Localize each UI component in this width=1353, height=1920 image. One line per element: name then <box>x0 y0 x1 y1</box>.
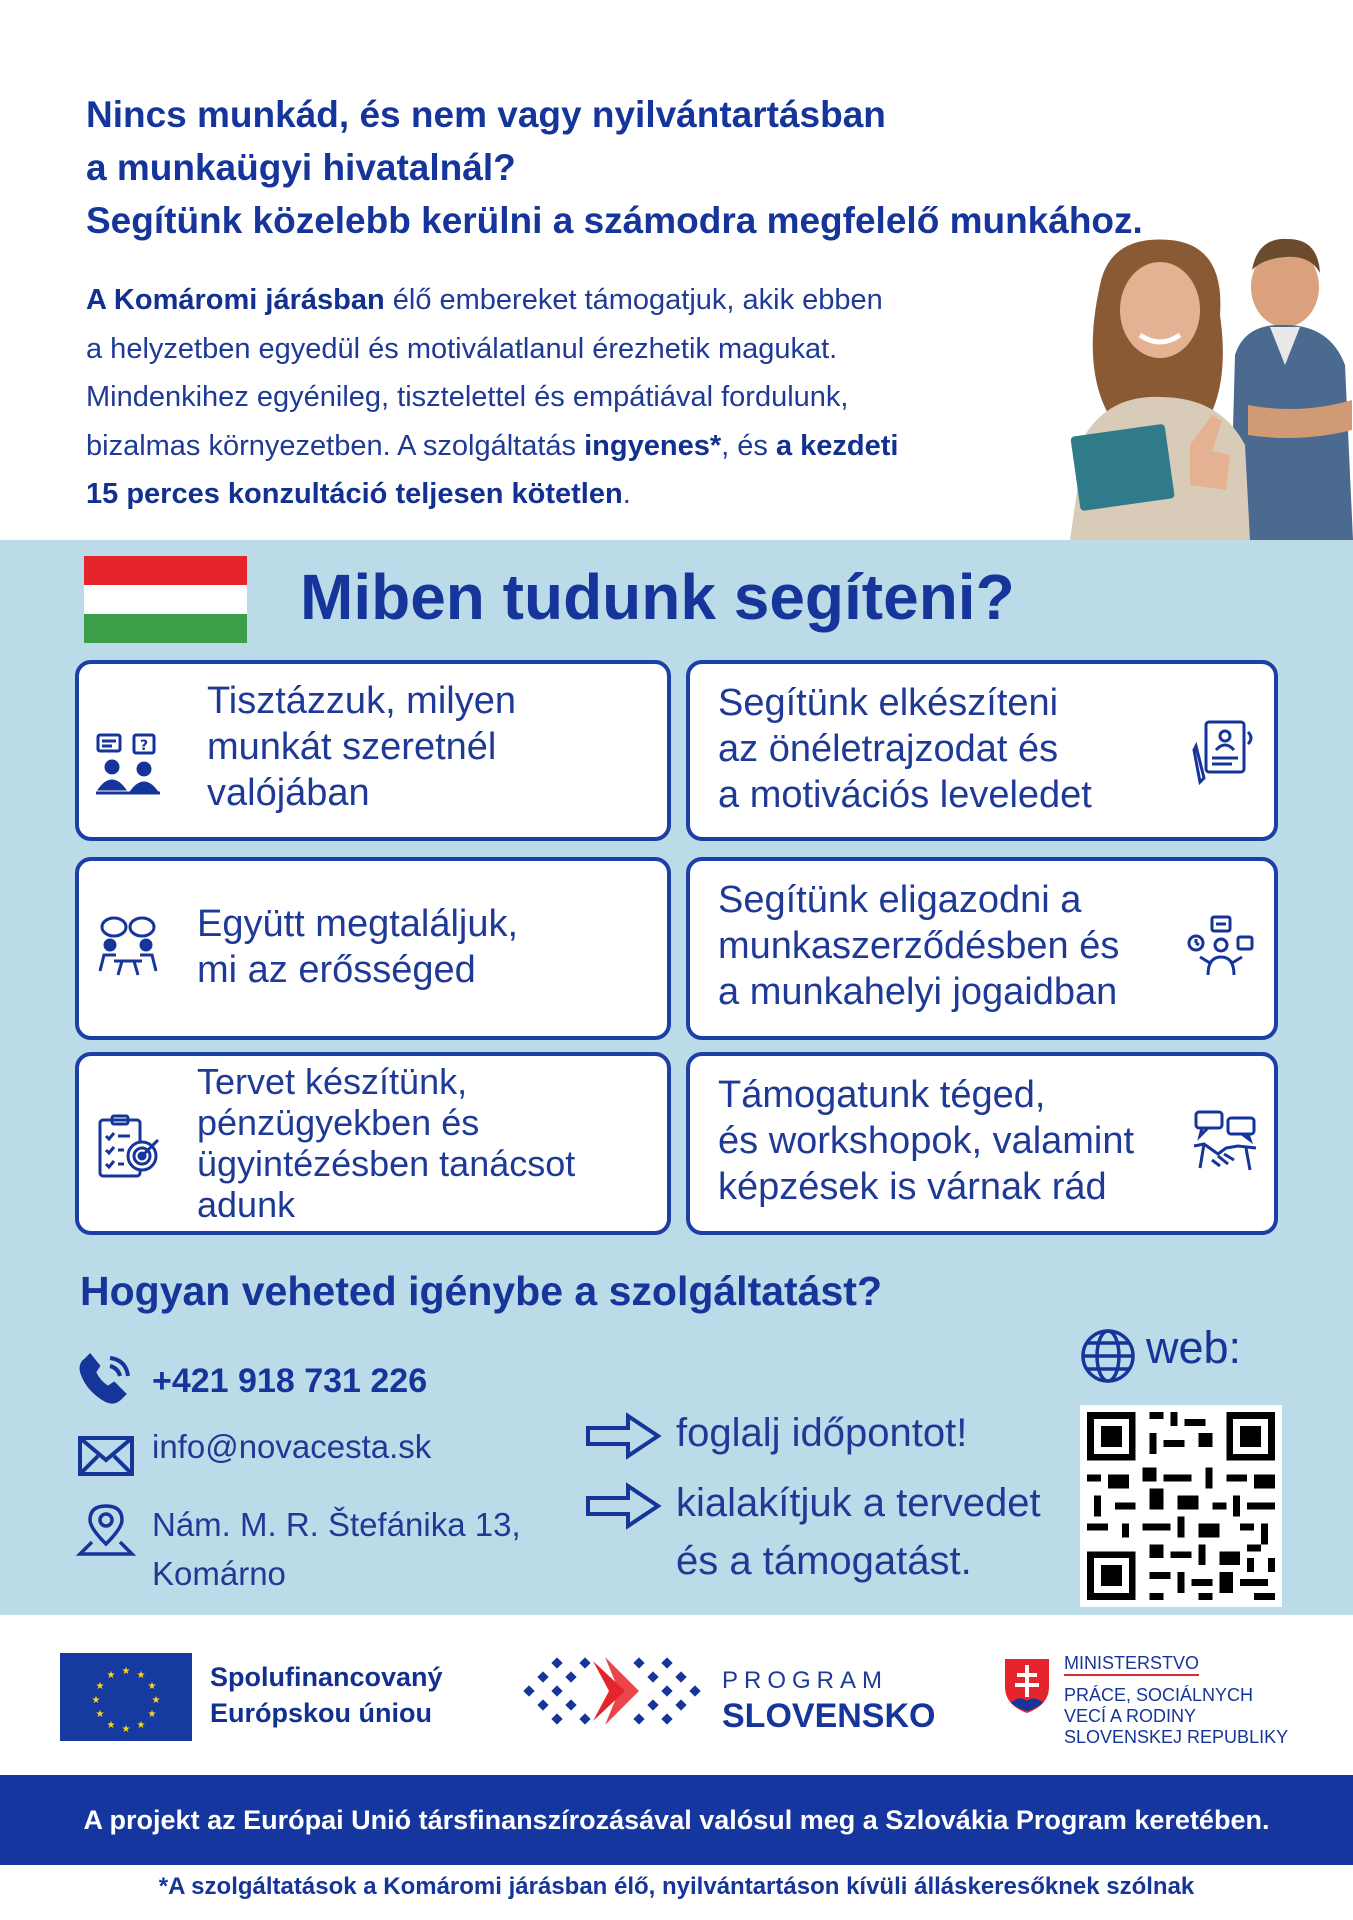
phone-number[interactable]: +421 918 731 226 <box>152 1362 428 1400</box>
intro-text: Mindenkihez egyénileg, tisztelettel és empátiával fordulunk, <box>86 381 849 413</box>
headline-line: Segítünk közelebb kerülni a számodra megfelelő munkához. <box>86 200 1143 241</box>
card-line: Segítünk eligazodni a <box>718 879 1082 921</box>
card-line: Tervet készítünk, <box>197 1061 468 1102</box>
eu-flag-icon <box>60 1653 192 1741</box>
intro-text: bizalmas környezetben. A szolgáltatás <box>86 429 585 462</box>
card-line: mi az erősséged <box>197 949 476 991</box>
intro-text: a helyzetben egyedül és motiválatlanul érezhetik magukat. <box>86 332 838 365</box>
headline-line: a munkaügyi hivatalnál? <box>86 147 516 188</box>
web-text: web: <box>1146 1322 1242 1373</box>
card-line: munkaszerződésben és <box>718 925 1120 967</box>
phone-contact[interactable] <box>76 1352 496 1412</box>
card-line: Együtt megtaláljuk, <box>197 903 519 945</box>
svg-text:★: ★ <box>136 1670 146 1681</box>
card-line: ügyintézésben tanácsot <box>197 1143 576 1184</box>
arrow-right-icon <box>584 1412 662 1460</box>
conversation-icon <box>94 915 164 985</box>
arrow-right-icon <box>584 1482 662 1530</box>
section-title: Miben tudunk segíteni? <box>300 561 1015 633</box>
eu-text-line: Európskou úniou <box>210 1698 432 1728</box>
svg-text:★: ★ <box>95 1681 105 1692</box>
svg-text:★: ★ <box>95 1709 105 1720</box>
ministry-line: SLOVENSKEJ REPUBLIKY <box>1064 1727 1289 1747</box>
intro-text: , és <box>721 429 776 462</box>
eu-text-line: Spolufinancovaný <box>210 1662 443 1692</box>
svg-text:★: ★ <box>121 1666 131 1677</box>
envelope-icon <box>76 1430 136 1486</box>
ministry-line: PRÁCE, SOCIÁLNYCH <box>1064 1685 1254 1705</box>
service-card <box>75 660 671 841</box>
cv-document-icon <box>1188 716 1258 786</box>
card-line: adunk <box>197 1184 296 1225</box>
intro-text: élő embereket támogatjuk, akik ebben <box>384 284 883 316</box>
location-pin-icon <box>76 1502 136 1558</box>
card-line: Támogatunk téged, <box>718 1074 1046 1116</box>
card-line: az önéletrajzodat és <box>718 728 1059 770</box>
svg-text:★: ★ <box>136 1720 146 1731</box>
svg-text:★: ★ <box>91 1695 101 1706</box>
card-line: valójában <box>207 772 370 814</box>
service-card <box>686 1052 1278 1235</box>
intro-district: A Komáromi járásban <box>86 284 385 316</box>
phone-icon <box>76 1352 136 1408</box>
service-card <box>686 857 1278 1040</box>
ministry-line: VECÍ A RODINY <box>1064 1706 1197 1726</box>
handshake-icon <box>1190 1108 1260 1178</box>
footnote: *A szolgáltatások a Komáromi járásban élő, nyilvántartáson kívüli álláskeresőknek szólnak <box>158 1873 1195 1900</box>
step-1 <box>584 1404 1004 1464</box>
card-line: Tisztázzuk, milyen <box>207 680 516 722</box>
eu-cofunded-text <box>210 1659 443 1731</box>
service-card <box>75 1052 671 1235</box>
service-card <box>75 857 671 1040</box>
svg-text:★: ★ <box>147 1681 157 1692</box>
headline-line: Nincs munkád, és nem vagy nyilvántartásban <box>86 94 886 135</box>
howto-title: Hogyan veheted igénybe a szolgáltatást? <box>80 1268 882 1314</box>
card-line: és workshopok, valamint <box>718 1120 1135 1162</box>
consultation-icon <box>94 729 164 799</box>
slovak-crest-icon <box>1003 1657 1051 1715</box>
service-card <box>686 660 1278 841</box>
svg-text:★: ★ <box>121 1724 131 1735</box>
hungarian-flag-icon <box>84 556 247 643</box>
address-contact <box>76 1494 576 1594</box>
workplace-rights-icon <box>1186 913 1256 983</box>
step-2 <box>584 1474 1084 1594</box>
globe-icon <box>1080 1328 1136 1384</box>
top-section <box>0 0 1353 540</box>
program-text: PROGRAM <box>722 1667 889 1694</box>
qr-code[interactable] <box>1080 1405 1282 1607</box>
email-address[interactable]: info@novacesta.sk <box>152 1428 432 1465</box>
card-line: a munkahelyi jogaidban <box>718 971 1118 1013</box>
svg-text:?: ? <box>140 738 149 754</box>
svg-text:★: ★ <box>147 1709 157 1720</box>
step-text: foglalj időpontot! <box>676 1411 968 1455</box>
intro-paragraph <box>86 276 1006 519</box>
slovensko-text: SLOVENSKO <box>722 1697 936 1735</box>
logos-bar <box>0 1615 1353 1775</box>
svg-text:★: ★ <box>106 1720 116 1731</box>
card-line: a motivációs leveledet <box>718 774 1092 816</box>
intro-consult: a kezdeti <box>775 429 899 462</box>
step-text: kialakítjuk a tervedet <box>676 1481 1041 1525</box>
intro-consult: 15 perces konzultáció teljesen kötetlen <box>86 478 623 510</box>
card-line: munkát szeretnél <box>207 726 497 768</box>
intro-text: . <box>622 478 631 510</box>
cofinancing-banner: A projekt az Európai Unió társfinanszírozásával valósul meg a Szlovákia Program keretében. <box>0 1775 1353 1865</box>
card-line: képzések is várnak rád <box>718 1166 1107 1208</box>
card-line: pénzügyekben és <box>197 1102 480 1143</box>
svg-text:★: ★ <box>106 1670 116 1681</box>
svg-text:★: ★ <box>151 1695 161 1706</box>
people-photo <box>1030 215 1353 540</box>
intro-free: ingyenes* <box>584 429 722 462</box>
ministry-line: MINISTERSTVO <box>1064 1653 1199 1676</box>
ministry-text <box>1064 1653 1288 1748</box>
program-slovensko-logo <box>515 1647 705 1747</box>
plan-target-icon <box>94 1112 164 1182</box>
address-line: Komárno <box>152 1555 286 1592</box>
email-contact[interactable] <box>76 1420 496 1480</box>
step-text: és a támogatást. <box>676 1539 972 1583</box>
address-line: Nám. M. R. Štefánika 13, <box>152 1506 521 1543</box>
card-line: Segítünk elkészíteni <box>718 682 1059 724</box>
